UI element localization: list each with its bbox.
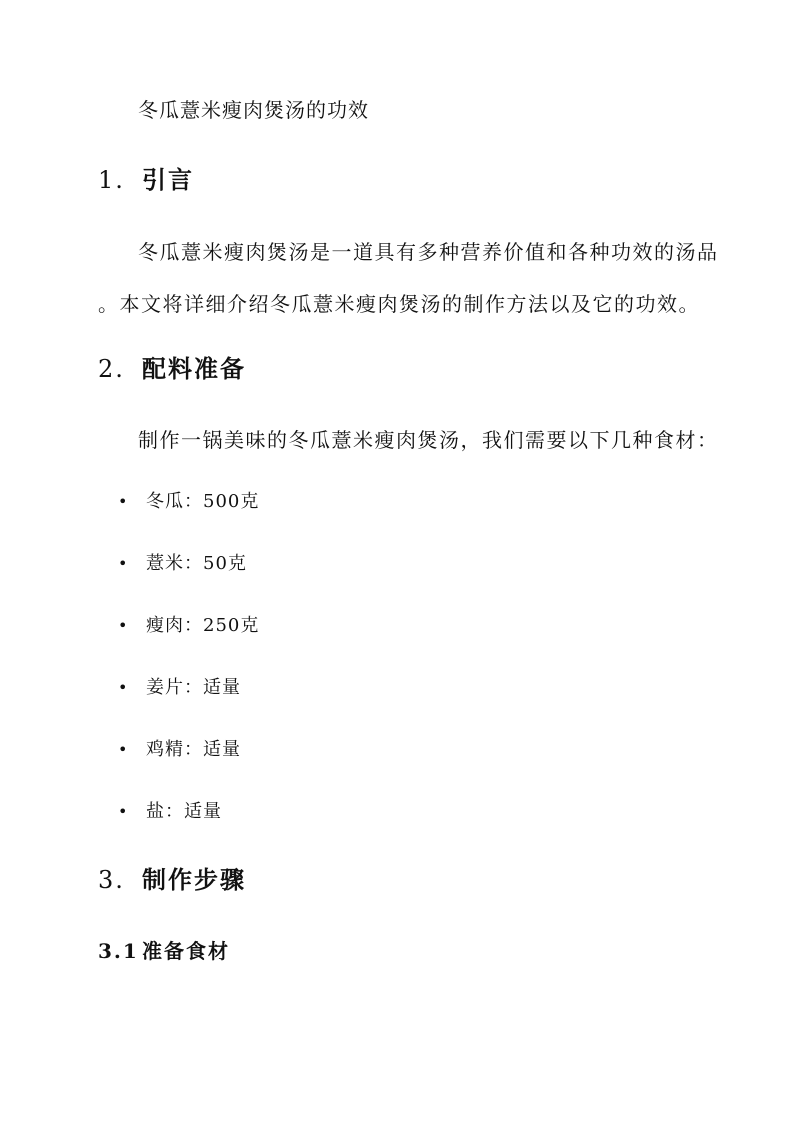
section-heading-steps xyxy=(98,860,246,895)
section-heading-ingredients xyxy=(98,349,246,384)
document-title: 冬瓜薏米瘦肉煲汤的功效 xyxy=(138,98,369,122)
list-item xyxy=(118,487,259,513)
ingredient-text: 薏米：50克 xyxy=(146,553,247,574)
list-item xyxy=(118,549,247,575)
bullet-icon: • xyxy=(118,554,129,573)
section-heading-intro xyxy=(98,160,194,195)
bullet-icon: • xyxy=(118,616,129,635)
subsection-heading-prepare xyxy=(98,935,230,964)
list-item xyxy=(118,735,241,761)
ingredient-text: 姜片：适量 xyxy=(146,677,241,698)
section-number: 1. xyxy=(98,166,125,194)
section-number: 3. xyxy=(98,866,125,894)
subsection-number: 3.1 xyxy=(98,939,139,963)
bullet-icon: • xyxy=(118,678,129,697)
bullet-icon: • xyxy=(118,492,129,511)
ingredient-text: 瘦肉：250克 xyxy=(146,615,260,636)
list-item xyxy=(118,673,241,699)
section-title: 制作步骤 xyxy=(142,865,246,894)
subsection-title: 准备食材 xyxy=(142,939,230,963)
list-item xyxy=(118,797,222,823)
intro-paragraph-line-1: 冬瓜薏米瘦肉煲汤是一道具有多种营养价值和各种功效的汤品 xyxy=(138,240,719,264)
intro-paragraph-line-2: 。本文将详细介绍冬瓜薏米瘦肉煲汤的制作方法以及它的功效。 xyxy=(98,292,700,316)
list-item xyxy=(118,611,259,637)
ingredient-text: 盐：适量 xyxy=(146,801,222,822)
bullet-icon: • xyxy=(118,802,129,821)
ingredient-text: 冬瓜：500克 xyxy=(146,491,260,512)
ingredients-intro: 制作一锅美味的冬瓜薏米瘦肉煲汤，我们需要以下几种食材： xyxy=(138,428,719,452)
section-title: 配料准备 xyxy=(142,354,246,383)
section-title: 引言 xyxy=(142,165,194,194)
section-number: 2. xyxy=(98,355,125,383)
ingredient-text: 鸡精：适量 xyxy=(146,739,241,760)
bullet-icon: • xyxy=(118,740,129,759)
